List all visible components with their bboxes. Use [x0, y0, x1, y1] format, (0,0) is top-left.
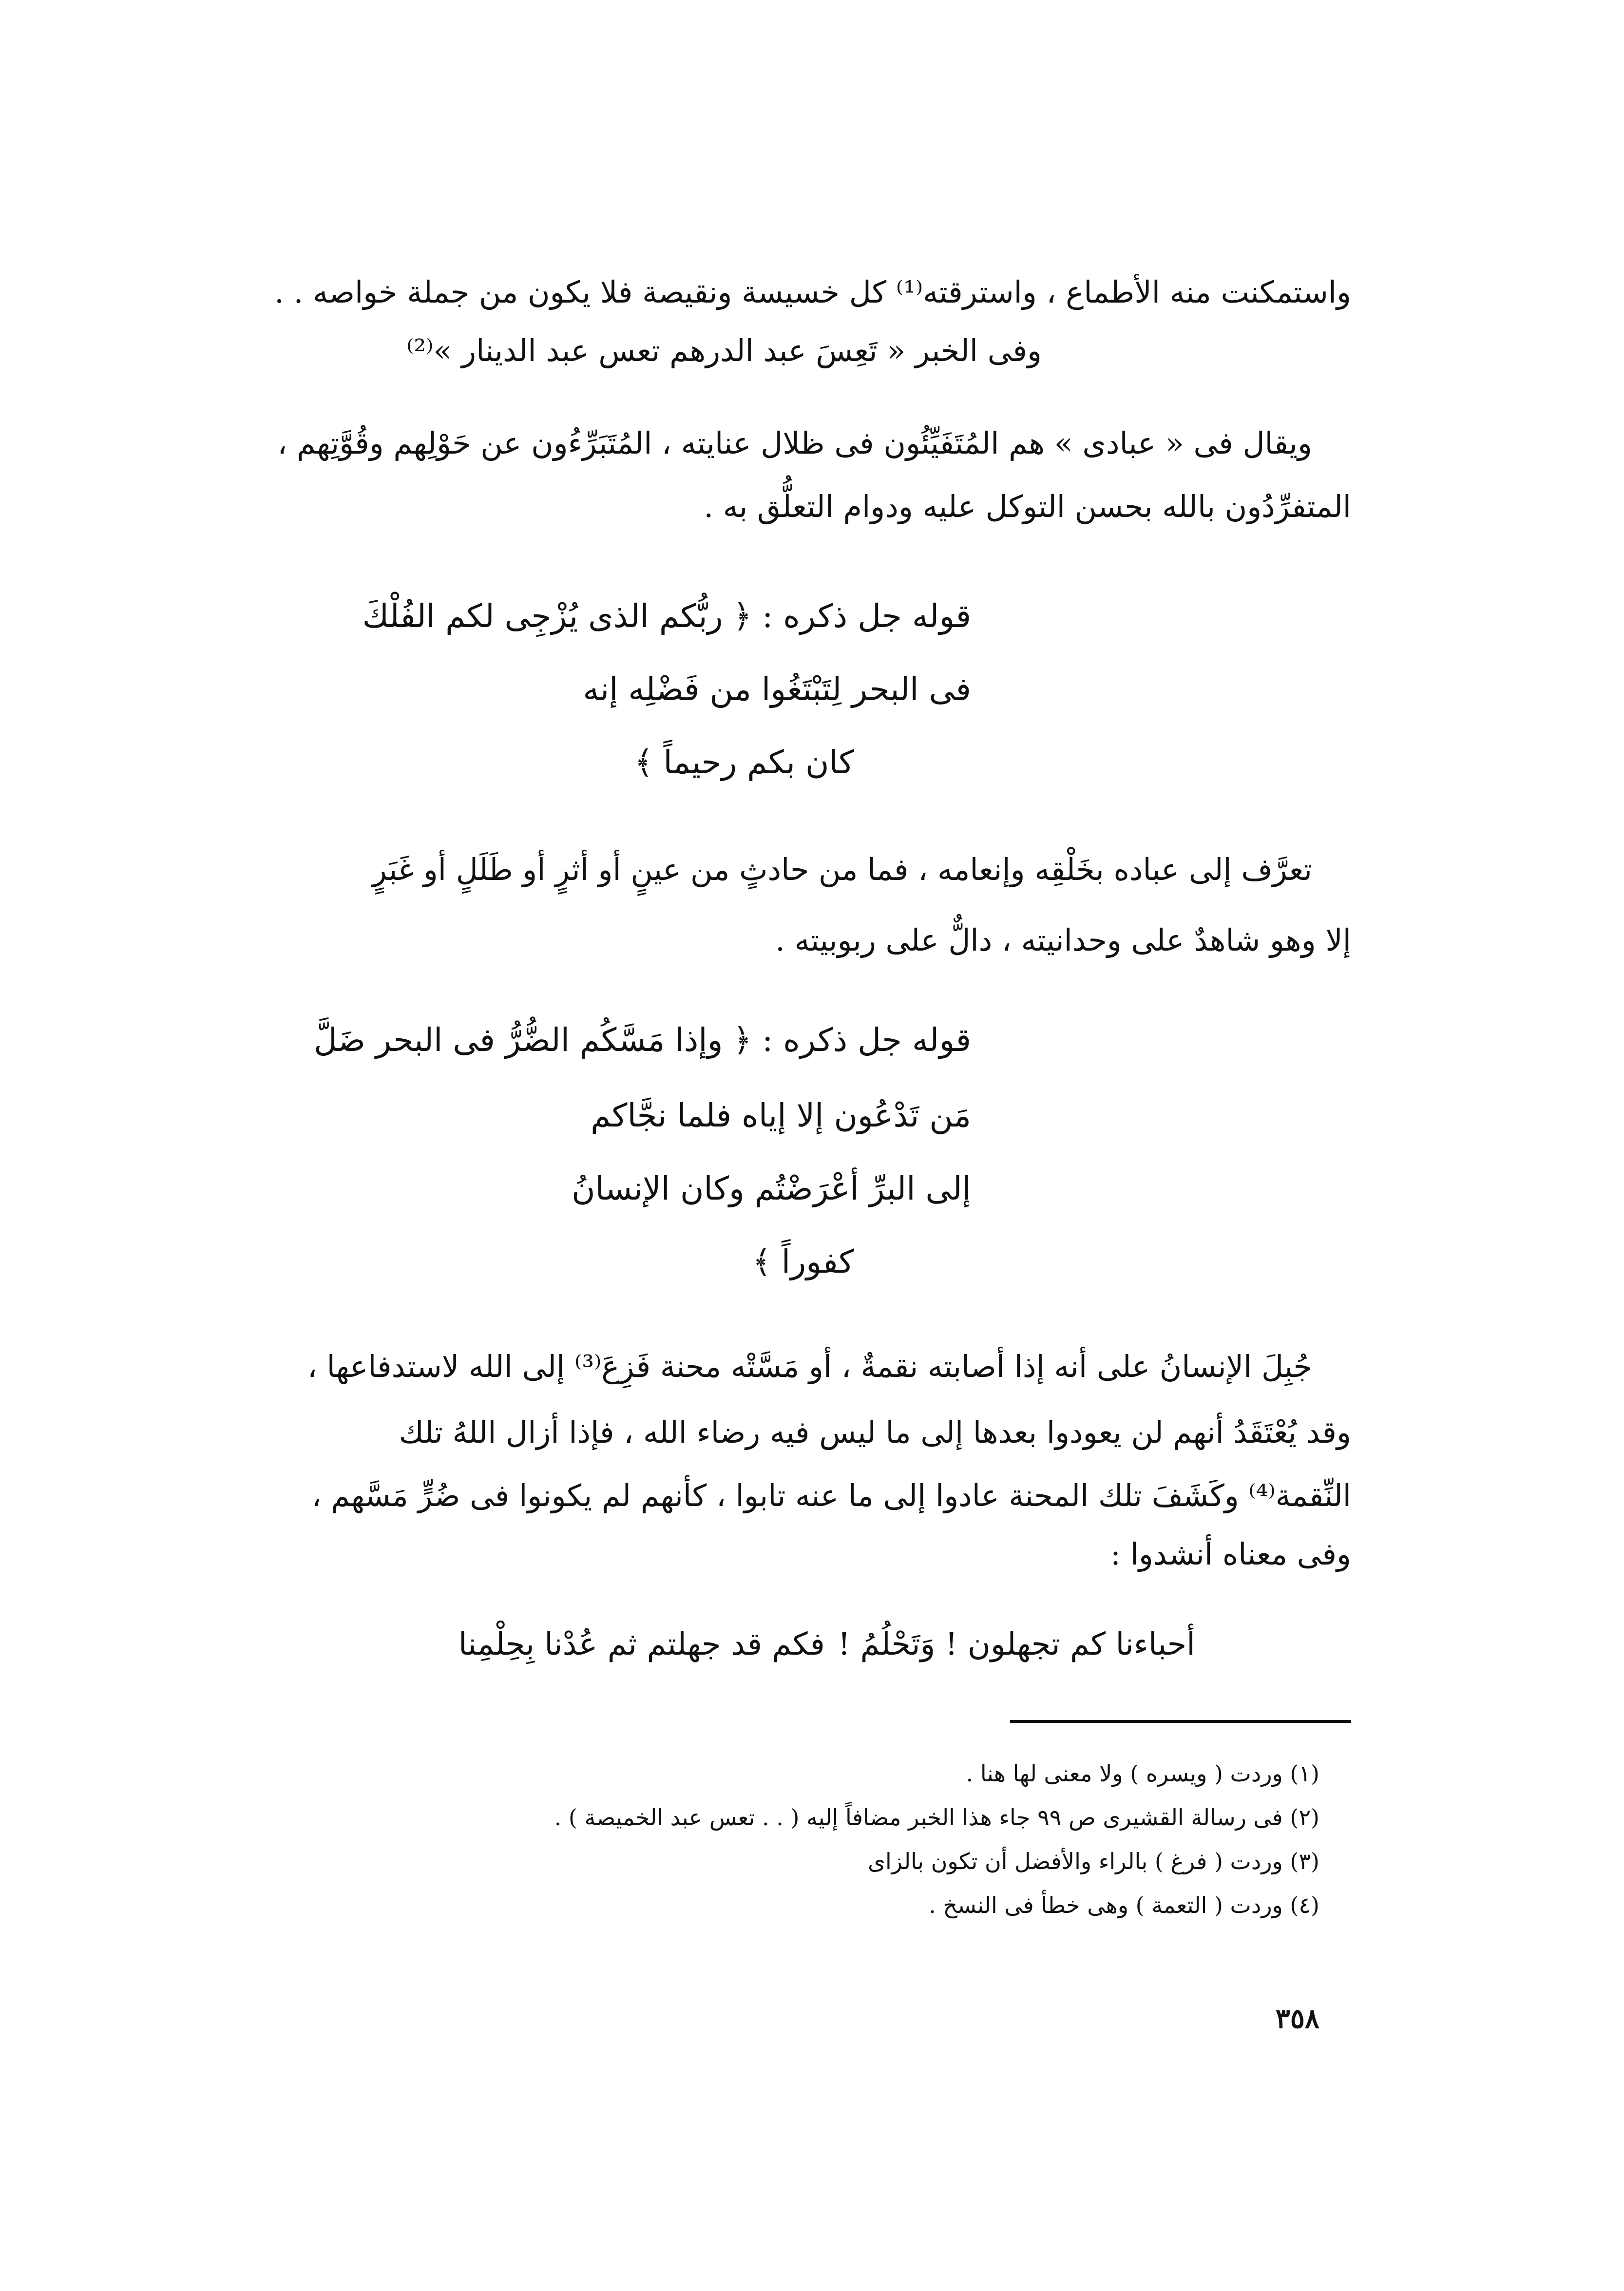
footnote-3: (٣) وردت ( فرغ ) بالراء والأفضل أن تكون بالزاى: [867, 1848, 1319, 1874]
footnote-1: (١) وردت ( ويسره ) ولا معنى لها هنا .: [966, 1760, 1319, 1787]
verse-1-line-2: فى البحر لِتَبْتَغُوا من فَضْلِه إنه: [583, 670, 971, 708]
commentary-2-line-1: جُبِلَ الإنسانُ على أنه إذا أصابته نقمةٌ ، أو مَسَّتْه محنة فَزِعَ⁽³⁾ إلى الله لاستدفاعها ،: [307, 1349, 1312, 1384]
commentary-1-line-2: إلا وهو شاهدٌ على وحدانيته ، دالٌّ على ربوبيته .: [775, 922, 1351, 958]
verse-2-line-2: مَن تَدْعُون إلا إياه فلما نجَّاكم: [591, 1097, 971, 1134]
poetry-hemistich-right: أحباءنا كم تجهلون ! وَتَحْلُمُ !: [838, 1626, 1195, 1662]
verse-1-line-3: كان بكم رحيماً ﴾: [634, 744, 854, 781]
footnote-4: (٤) وردت ( التعمة ) وهى خطأ فى النسخ .: [929, 1892, 1319, 1918]
footnote-2: (٢) فى رسالة القشيرى ص ٩٩ جاء هذا الخبر مضافاً إليه ( . . تعس عبد الخميصة ) .: [554, 1804, 1319, 1831]
paragraph-2-line-2: المتفرِّدُون بالله بحسن التوكل عليه ودوام التعلُّق به .: [704, 489, 1351, 524]
poetry-hemistich-left: فكم قد جهلتم ثم عُدْنا بِحِلْمِنا: [458, 1626, 825, 1662]
commentary-1-line-1: تعرَّف إلى عباده بخَلْقِه وإنعامه ، فما من حادثٍ من عينٍ أو أثرٍ أو طَلَلٍ أو غَبَرٍ: [372, 852, 1312, 887]
commentary-2-line-4: وفى معناه أنشدوا :: [1110, 1536, 1351, 1572]
verse-2-line-4: كفوراً ﴾: [752, 1243, 854, 1280]
paragraph-2-line-1: ويقال فى « عبادى » هم المُتَفَيِّئُون فى ظلال عنايته ، المُتَبَرِّءُون عن حَوْلِهم وقُوَّتِهم ،: [277, 425, 1312, 461]
verse-1-line-1: قوله جل ذكره : ﴿ ربُّكم الذى يُزْجِى لكم الفُلْكَ: [362, 597, 971, 635]
verse-2-line-3: إلى البرِّ أعْرَضْتُم وكان الإنسانُ: [572, 1170, 971, 1207]
paragraph-1-line-1: واستمكنت منه الأطماع ، واسترقته⁽¹⁾ كل خسيسة ونقيصة فلا يكون من جملة خواصه . .: [274, 274, 1351, 310]
verse-2-line-1: قوله جل ذكره : ﴿ وإذا مَسَّكُم الضُّرُّ فى البحر ضَلَّ: [313, 1021, 971, 1059]
footnote-separator: [1010, 1720, 1351, 1723]
commentary-2-line-3: النِّقمة⁽⁴⁾ وكَشَفَ تلك المحنة عادوا إلى ما عنه تابوا ، كأنهم لم يكونوا فى ضُرٍّ مَسَّهم ،: [311, 1478, 1351, 1513]
page-number: ٣٥٨: [1275, 2003, 1319, 2035]
commentary-2-line-2: وقد يُعْتَقَدُ أنهم لن يعودوا بعدها إلى ما ليس فيه رضاء الله ، فإذا أزال اللهُ تلك: [399, 1414, 1351, 1450]
paragraph-1-line-2: وفى الخبر « تَعِسَ عبد الدرهم تعس عبد الدينار »⁽²⁾: [406, 333, 1042, 368]
